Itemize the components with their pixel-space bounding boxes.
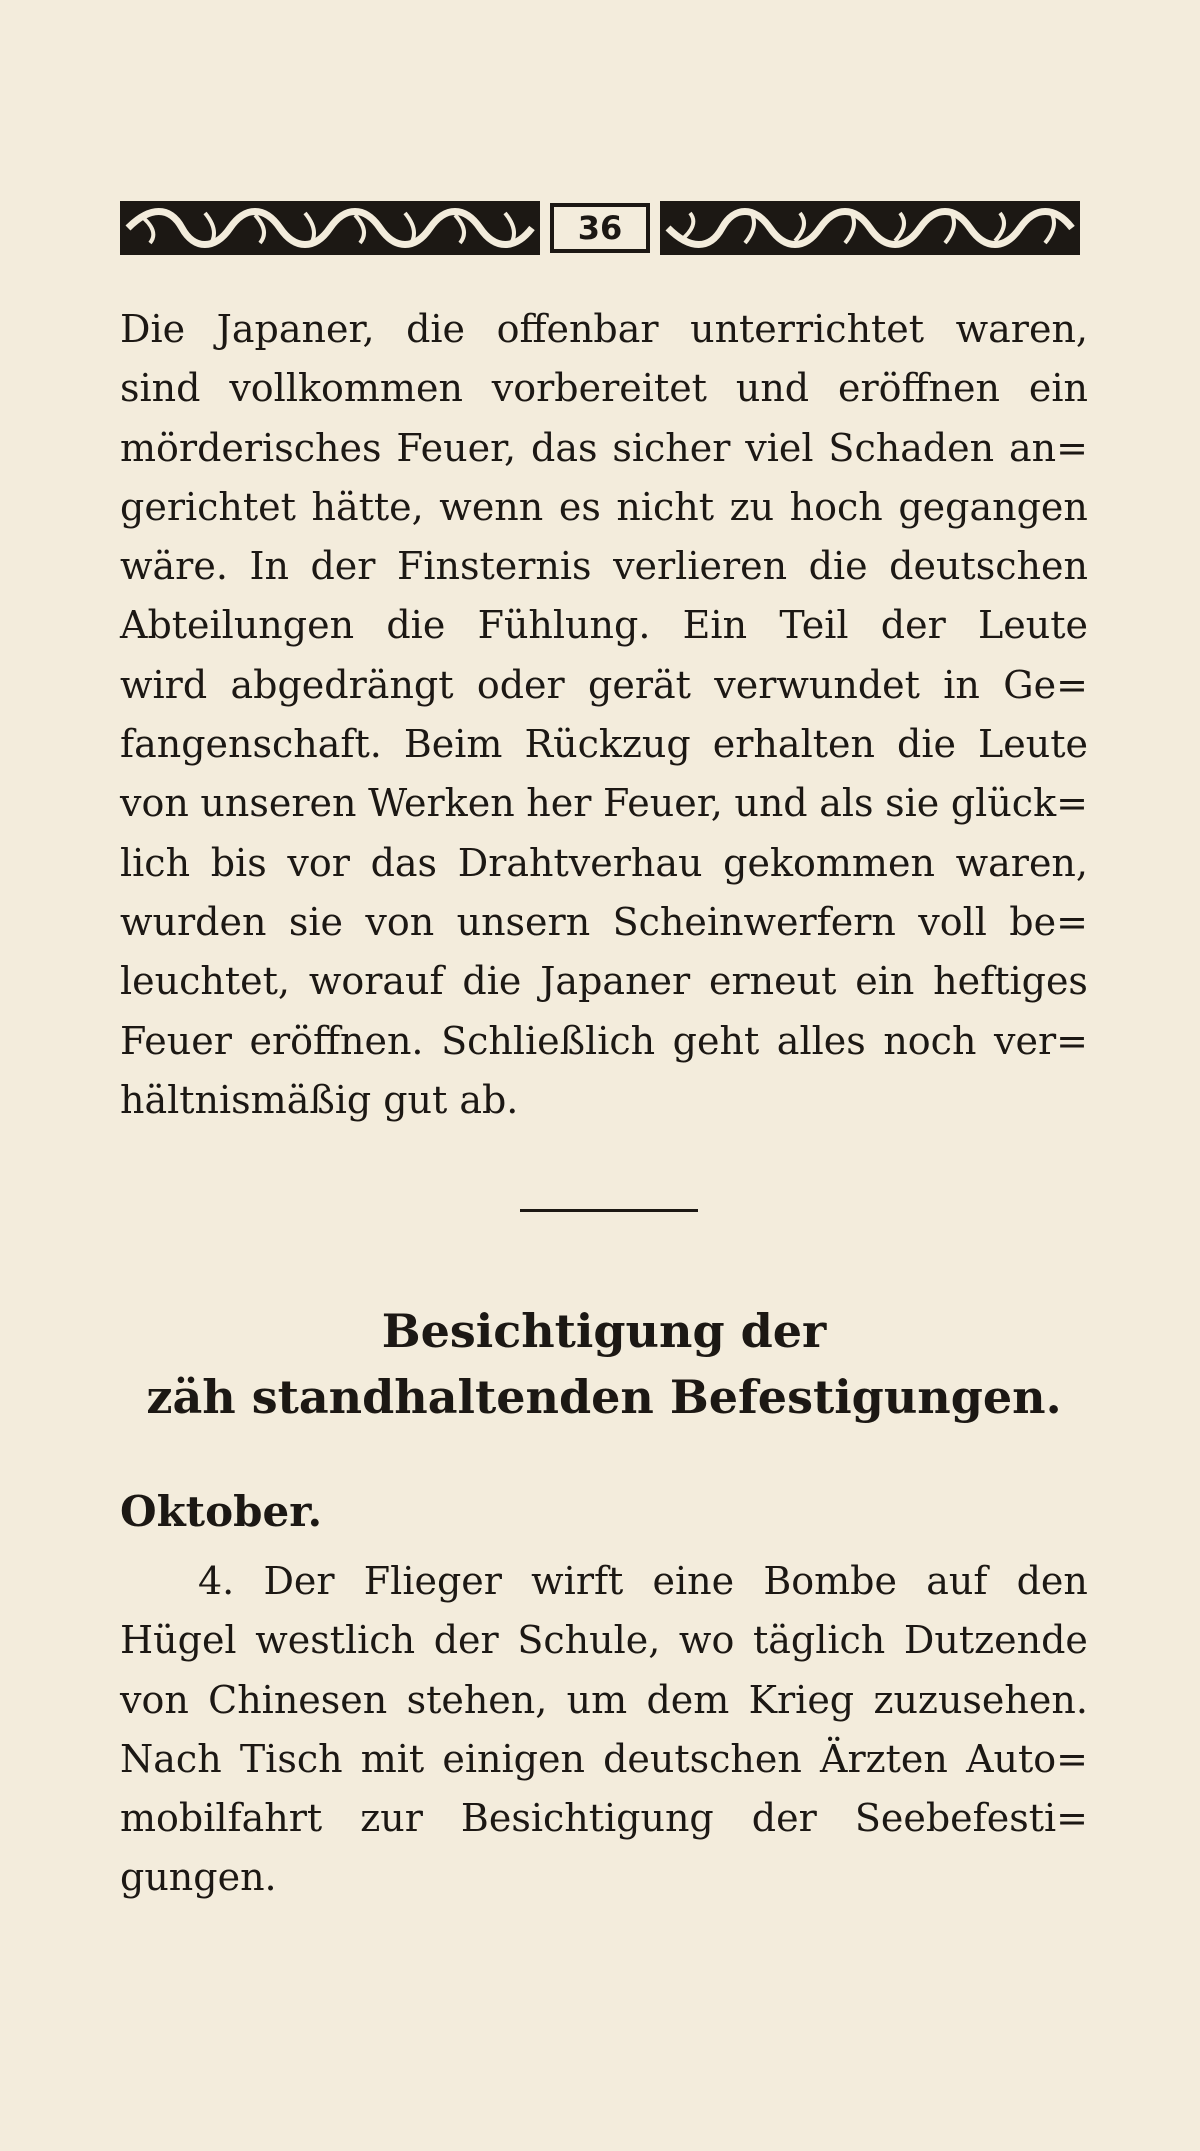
text-line: Abteilungen die Fühlung. Ein Teil der Leute <box>120 603 1088 648</box>
text-line: mörderisches Feuer, das sicher viel Schaden an= <box>120 425 1088 470</box>
text-line: Nach Tisch mit einigen deutschen Ärzten Auto= <box>120 1736 1088 1781</box>
section-divider <box>520 1209 698 1212</box>
text-line: hältnismäßig gut ab. <box>120 1077 519 1122</box>
text-line: von Chinesen stehen, um dem Krieg zuzusehen. <box>120 1677 1088 1722</box>
text-line: gungen. <box>120 1855 277 1900</box>
body-paragraph <box>120 300 1088 1130</box>
text-line: lich bis vor das Drahtverhau gekommen waren, <box>120 840 1088 885</box>
text-line: wird abgedrängt oder gerät verwundet in Ge= <box>120 662 1088 707</box>
page-number: 36 <box>550 203 650 253</box>
section-heading-line: Besichtigung der <box>381 1304 827 1358</box>
text-line: wäre. In der Finsternis verlieren die deutschen <box>120 544 1088 589</box>
text-line: von unseren Werken her Feuer, und als sie glück= <box>120 781 1088 826</box>
text-line: Feuer eröffnen. Schließlich geht alles noch ver= <box>120 1018 1088 1063</box>
text-line: 4. Der Flieger wirft eine Bombe auf den <box>198 1559 1088 1603</box>
text-line: leuchtet, worauf die Japaner erneut ein heftiges <box>120 959 1088 1004</box>
text-line: wurden sie von unsern Scheinwerfern voll be= <box>120 899 1088 944</box>
text-line: gerichtet hätte, wenn es nicht zu hoch gegangen <box>120 484 1088 529</box>
section-heading <box>120 1298 1088 1430</box>
page-header <box>120 198 1080 258</box>
vine-ornament-icon <box>660 201 1080 255</box>
text-line: Hügel westlich der Schule, wo täglich Dutzende <box>120 1618 1088 1663</box>
text-line: fangenschaft. Beim Rückzug erhalten die Leute <box>120 722 1088 767</box>
section-heading-line: zäh standhaltenden Befestigungen. <box>146 1370 1062 1424</box>
text-line: mobilfahrt zur Besichtigung der Seebefesti= <box>120 1796 1088 1841</box>
text-line: Die Japaner, die offenbar unterrichtet waren, <box>120 307 1088 351</box>
month-heading: Oktober. <box>120 1487 323 1536</box>
text-line: sind vollkommen vorbereitet und eröffnen ein <box>120 366 1088 411</box>
vine-ornament-icon <box>120 201 540 255</box>
body-paragraph <box>120 1552 1088 1908</box>
